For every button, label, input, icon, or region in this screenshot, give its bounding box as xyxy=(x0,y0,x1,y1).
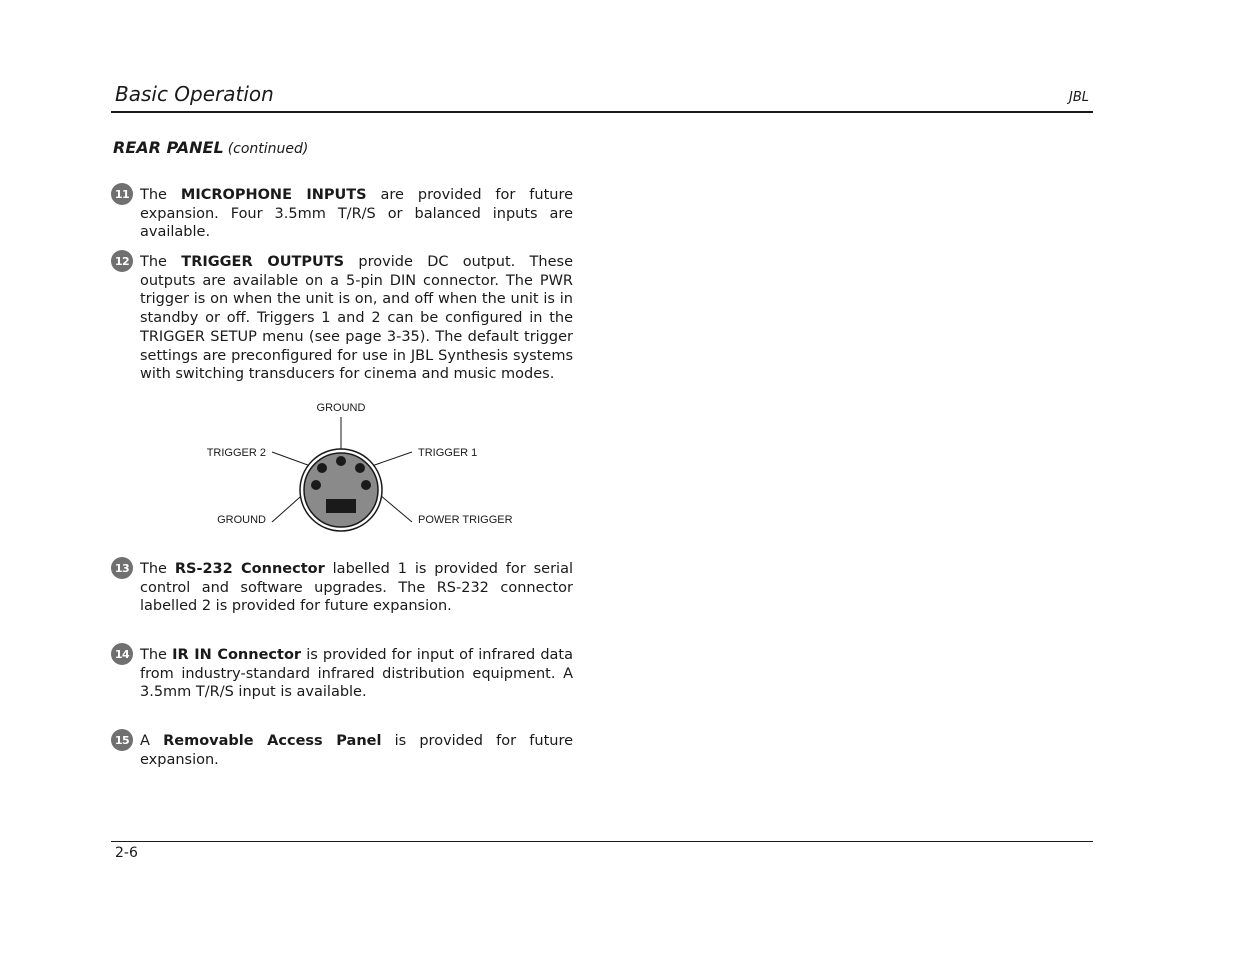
item-prefix: A xyxy=(140,733,164,749)
item-number-badge: 15 xyxy=(111,729,133,751)
item-description: labelled 1 is provided for serial control and software upgrades. The RS-232 connector labelled 2 is provided for future expansion. xyxy=(140,561,573,615)
pin-ground-2 xyxy=(311,480,321,490)
item-text xyxy=(140,560,573,616)
din-connector-diagram xyxy=(200,395,520,535)
label-ground-top: GROUND xyxy=(316,402,366,414)
item-description: are provided for future expansion. Four 3.5mm T/R/S or balanced inputs are available. xyxy=(140,187,574,241)
item-term: IR IN Connector xyxy=(172,647,302,663)
item-prefix: The xyxy=(140,561,175,577)
page-title: Basic Operation xyxy=(115,82,274,106)
item-text xyxy=(140,646,573,702)
item-text xyxy=(140,186,573,242)
item-number-badge: 12 xyxy=(111,250,133,272)
item-term: RS-232 Connector xyxy=(174,561,325,577)
footer-rule xyxy=(111,841,1093,842)
item-number-badge: 14 xyxy=(111,643,133,665)
label-trigger-1: TRIGGER 1 xyxy=(418,447,478,459)
item-description: is provided for future expansion. xyxy=(140,733,574,768)
item-term: TRIGGER OUTPUTS xyxy=(181,254,345,270)
section-heading xyxy=(113,138,308,157)
item-prefix: The xyxy=(140,254,182,270)
connector-key xyxy=(326,499,356,513)
pin-trigger-2 xyxy=(317,463,327,473)
label-trigger-2: TRIGGER 2 xyxy=(206,447,266,459)
label-power-trigger: POWER TRIGGER xyxy=(418,514,513,526)
item-prefix: The xyxy=(140,187,181,203)
page-number: 2-6 xyxy=(115,845,138,861)
brand-label: JBL xyxy=(1069,90,1089,105)
item-term: MICROPHONE INPUTS xyxy=(180,187,367,203)
item-number-badge: 13 xyxy=(111,557,133,579)
section-title: REAR PANEL xyxy=(113,138,224,157)
item-description: provide DC output. These outputs are available on a 5-pin DIN connector. The PWR trigger is on when the unit is on, and off when the unit is in standby or off. Triggers 1 and 2 can be configured in the TRIGGER SETUP menu (see page 3-35). The default trigger settings are preconfigured for use in JBL Synthesis systems with switching transducers for cinema and music modes. xyxy=(140,254,574,383)
label-ground-bottom: GROUND xyxy=(217,514,266,526)
item-term: Removable Access Panel xyxy=(163,733,382,749)
item-text xyxy=(140,253,573,384)
pin-ground xyxy=(336,456,346,466)
pin-trigger-1 xyxy=(355,463,365,473)
header-rule xyxy=(111,111,1093,113)
item-text xyxy=(140,732,573,769)
section-subtitle: (continued) xyxy=(227,141,309,157)
pin-power-trigger xyxy=(361,480,371,490)
item-prefix: The xyxy=(140,647,173,663)
item-number-badge: 11 xyxy=(111,183,133,205)
item-description: is provided for input of infrared data from industry-standard infrared distribution equipment. A 3.5mm T/R/S input is available. xyxy=(140,647,573,701)
